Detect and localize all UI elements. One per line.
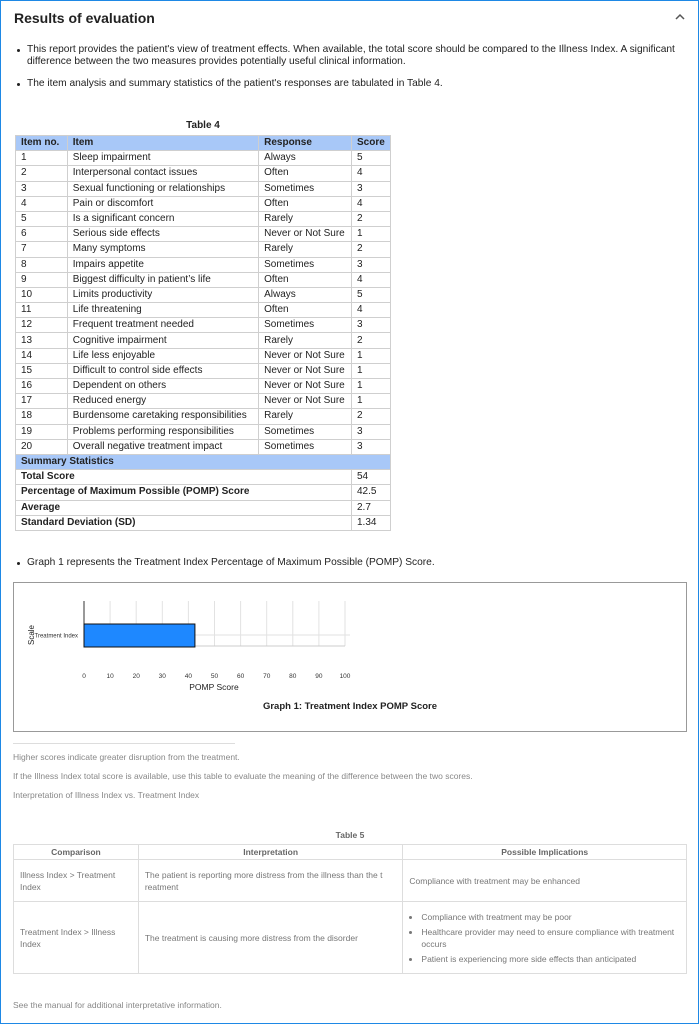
- table-row: [16, 211, 391, 226]
- score-cell: 3: [352, 181, 391, 196]
- divider: [13, 743, 235, 744]
- table-row: [16, 287, 391, 302]
- item-no-cell: 4: [16, 196, 68, 211]
- list-item: • Compliance with treatment may be poor: [421, 911, 680, 923]
- score-cell: 5: [352, 151, 391, 166]
- item-no-cell: 15: [16, 363, 68, 378]
- graph-1: [13, 582, 687, 732]
- table-row: [16, 151, 391, 166]
- response-cell: Always: [259, 151, 352, 166]
- item-cell: Overall negative treatment impact: [67, 439, 258, 454]
- table5-caption: Table 5: [335, 830, 365, 840]
- graph-bullet: Graph 1 represents the Treatment Index Percentage of Maximum Possible (POMP) Score.: [15, 557, 435, 568]
- item-cell: Is a significant concern: [67, 211, 258, 226]
- item-no-cell: 9: [16, 272, 68, 287]
- summary-row: [16, 500, 391, 515]
- table-row: [16, 196, 391, 211]
- item-no-cell: 18: [16, 409, 68, 424]
- x-tick-label: 90: [315, 673, 323, 680]
- x-tick-label: 0: [82, 673, 86, 680]
- column-header: Comparison: [14, 845, 139, 860]
- note-higher-scores: Higher scores indicate greater disruption from the treatment.: [13, 752, 240, 762]
- x-tick-label: 80: [289, 673, 297, 680]
- item-no-cell: 6: [16, 227, 68, 242]
- score-cell: 1: [352, 227, 391, 242]
- score-cell: 3: [352, 439, 391, 454]
- column-header: Response: [259, 136, 352, 151]
- item-no-cell: 11: [16, 303, 68, 318]
- table4-caption: Table 4: [186, 120, 220, 131]
- summary-header-row: [16, 454, 391, 469]
- interpretation-cell: The patient is reporting more distress from the illness than the t reatment: [138, 860, 403, 902]
- response-cell: Sometimes: [259, 257, 352, 272]
- x-axis-label: POMP Score: [189, 682, 239, 692]
- chevron-up-icon[interactable]: [674, 11, 686, 23]
- list-item: • Healthcare provider may need to ensure compliance with treatment occurs: [421, 926, 680, 950]
- score-cell: 1: [352, 348, 391, 363]
- bullet-item: This report provides the patient's view of treatment effects. When available, the total score should be compared to the Illness Index. A significant difference between the two measures provides potentially useful clinical information.: [15, 44, 683, 68]
- list-item: • Patient is experiencing more side effects than anticipated: [421, 953, 680, 965]
- score-cell: 1: [352, 394, 391, 409]
- column-header: Item: [67, 136, 258, 151]
- item-no-cell: 19: [16, 424, 68, 439]
- note-illness-index: If the Illness Index total score is available, use this table to evaluate the meaning of the difference between the two scores.: [13, 771, 473, 781]
- item-no-cell: 3: [16, 181, 68, 196]
- y-category-label: Treatment Index: [34, 633, 78, 640]
- item-cell: Limits productivity: [67, 287, 258, 302]
- item-cell: Many symptoms: [67, 242, 258, 257]
- item-cell: Reduced energy: [67, 394, 258, 409]
- x-tick-label: 70: [263, 673, 271, 680]
- item-no-cell: 2: [16, 166, 68, 181]
- summary-label: Total Score: [16, 470, 352, 485]
- table-row: [16, 166, 391, 181]
- table-row: [16, 227, 391, 242]
- score-cell: 3: [352, 424, 391, 439]
- response-cell: Never or Not Sure: [259, 379, 352, 394]
- pomp-chart: [14, 583, 686, 731]
- table-row: [14, 902, 687, 974]
- item-cell: Dependent on others: [67, 379, 258, 394]
- table-row: [16, 257, 391, 272]
- table-row: [16, 303, 391, 318]
- table-row: [14, 860, 687, 902]
- column-header: Interpretation: [138, 845, 403, 860]
- x-tick-label: 100: [339, 673, 351, 680]
- summary-value: 54: [352, 470, 391, 485]
- response-cell: Often: [259, 196, 352, 211]
- score-cell: 2: [352, 242, 391, 257]
- table-row: [16, 409, 391, 424]
- item-no-cell: 16: [16, 379, 68, 394]
- x-tick-label: 50: [210, 673, 219, 680]
- score-cell: 1: [352, 379, 391, 394]
- x-tick-label: 30: [158, 673, 166, 680]
- summary-value: 2.7: [352, 500, 391, 515]
- table-row: [16, 439, 391, 454]
- response-cell: Rarely: [259, 333, 352, 348]
- score-cell: 4: [352, 303, 391, 318]
- table-row: [16, 348, 391, 363]
- interpretation-cell: The treatment is causing more distress from the disorder: [138, 902, 403, 974]
- item-cell: Difficult to control side effects: [67, 363, 258, 378]
- x-tick-label: 40: [184, 673, 193, 680]
- item-no-cell: 5: [16, 211, 68, 226]
- table-row: [16, 272, 391, 287]
- score-cell: 4: [352, 196, 391, 211]
- item-cell: Life less enjoyable: [67, 348, 258, 363]
- item-cell: Pain or discomfort: [67, 196, 258, 211]
- table-row: [16, 394, 391, 409]
- table-row: [16, 181, 391, 196]
- score-cell: 2: [352, 211, 391, 226]
- data-bar: [84, 624, 195, 647]
- section-title: Results of evaluation: [14, 10, 155, 26]
- table-5: [13, 844, 687, 974]
- item-cell: Serious side effects: [67, 227, 258, 242]
- item-cell: Sleep impairment: [67, 151, 258, 166]
- item-cell: Frequent treatment needed: [67, 318, 258, 333]
- response-cell: Rarely: [259, 242, 352, 257]
- summary-row: [16, 485, 391, 500]
- x-tick-label: 10: [106, 673, 114, 680]
- x-tick-label: 60: [236, 673, 245, 680]
- response-cell: Never or Not Sure: [259, 394, 352, 409]
- score-cell: 4: [352, 272, 391, 287]
- score-cell: 1: [352, 363, 391, 378]
- summary-label: Average: [16, 500, 352, 515]
- response-cell: Often: [259, 272, 352, 287]
- response-cell: Never or Not Sure: [259, 227, 352, 242]
- response-cell: Rarely: [259, 409, 352, 424]
- score-cell: 4: [352, 166, 391, 181]
- score-cell: 3: [352, 318, 391, 333]
- table-row: [16, 318, 391, 333]
- score-cell: 2: [352, 333, 391, 348]
- response-cell: Never or Not Sure: [259, 363, 352, 378]
- table-row: [16, 424, 391, 439]
- summary-row: [16, 515, 391, 530]
- item-no-cell: 8: [16, 257, 68, 272]
- score-cell: 5: [352, 287, 391, 302]
- response-cell: Often: [259, 166, 352, 181]
- response-cell: Often: [259, 303, 352, 318]
- summary-value: 1.34: [352, 515, 391, 530]
- summary-title: Summary Statistics: [16, 454, 391, 469]
- column-header: Possible Implications: [403, 845, 687, 860]
- item-no-cell: 1: [16, 151, 68, 166]
- table-4: [15, 135, 391, 531]
- response-cell: Sometimes: [259, 181, 352, 196]
- response-cell: Rarely: [259, 211, 352, 226]
- item-no-cell: 7: [16, 242, 68, 257]
- comparison-cell: Illness Index > Treatment Index: [14, 860, 139, 902]
- implications-cell: [403, 902, 687, 974]
- summary-label: Standard Deviation (SD): [16, 515, 352, 530]
- x-tick-label: 20: [132, 673, 140, 680]
- table-row: [16, 379, 391, 394]
- summary-label: Percentage of Maximum Possible (POMP) Score: [16, 485, 352, 500]
- item-no-cell: 12: [16, 318, 68, 333]
- item-cell: Burdensome caretaking responsibilities: [67, 409, 258, 424]
- intro-bullets: [15, 44, 683, 100]
- response-cell: Sometimes: [259, 439, 352, 454]
- item-cell: Interpersonal contact issues: [67, 166, 258, 181]
- response-cell: Always: [259, 287, 352, 302]
- note-interpretation: Interpretation of Illness Index vs. Treatment Index: [13, 790, 200, 800]
- item-no-cell: 17: [16, 394, 68, 409]
- chart-title: Graph 1: Treatment Index POMP Score: [262, 701, 438, 712]
- item-cell: Biggest difficulty in patient’s life: [67, 272, 258, 287]
- y-axis-label: Scale: [27, 624, 36, 646]
- score-cell: 2: [352, 409, 391, 424]
- column-header: Item no.: [16, 136, 68, 151]
- item-cell: Impairs appetite: [67, 257, 258, 272]
- footer-note: See the manual for additional interpretative information.: [13, 1000, 222, 1010]
- item-no-cell: 14: [16, 348, 68, 363]
- table-row: [16, 333, 391, 348]
- response-cell: Sometimes: [259, 424, 352, 439]
- item-no-cell: 20: [16, 439, 68, 454]
- bullet-item: The item analysis and summary statistics of the patient's responses are tabulated in Table 4.: [15, 78, 683, 90]
- item-cell: Problems performing responsibilities: [67, 424, 258, 439]
- item-cell: Sexual functioning or relationships: [67, 181, 258, 196]
- item-no-cell: 10: [16, 287, 68, 302]
- item-cell: Life threatening: [67, 303, 258, 318]
- response-cell: Sometimes: [259, 318, 352, 333]
- item-cell: Cognitive impairment: [67, 333, 258, 348]
- section-header[interactable]: [1, 1, 698, 35]
- score-cell: 3: [352, 257, 391, 272]
- summary-row: [16, 470, 391, 485]
- response-cell: Never or Not Sure: [259, 348, 352, 363]
- item-no-cell: 13: [16, 333, 68, 348]
- summary-value: 42.5: [352, 485, 391, 500]
- comparison-cell: Treatment Index > Illness Index: [14, 902, 139, 974]
- column-header: Score: [352, 136, 391, 151]
- table-row: [16, 242, 391, 257]
- table-row: [16, 363, 391, 378]
- implications-cell: Compliance with treatment may be enhanced: [403, 860, 687, 902]
